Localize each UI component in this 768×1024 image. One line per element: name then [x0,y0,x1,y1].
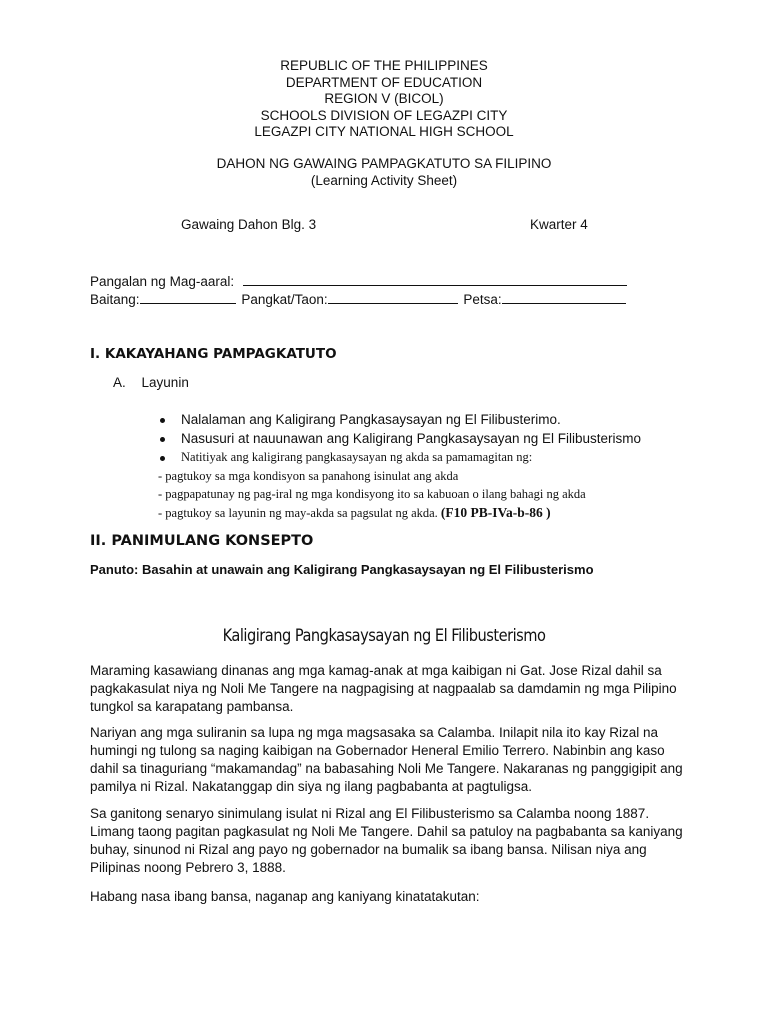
header-line-republic: REPUBLIC OF THE PHILIPPINES [280,58,488,73]
grade-row [90,291,626,307]
student-name-label: Pangalan ng Mag-aaral: [90,274,235,289]
objective-text: Nasusuri at nauunawan ang Kaligirang Pangkasaysayan ng El Filibusterismo [181,431,642,446]
header-line-department: DEPARTMENT OF EDUCATION [285,74,483,90]
subsection-a [113,375,189,390]
sheet-title-block [0,155,768,189]
date-blank[interactable] [502,291,626,304]
sheet-number: Gawaing Dahon Blg. 3 [181,217,317,232]
section-blank[interactable] [328,291,458,304]
article-title: Kaligirang Pangkasaysayan ng El Filibusterismo [222,626,546,646]
subsection-a-label: Layunin [141,375,189,390]
section-2-heading: II. PANIMULANG KONSEPTO [90,533,314,549]
article-paragraph: Sa ganitong senaryo sinimulang isulat ni Rizal ang El Filibusterismo sa Calamba noong 1887. Limang taong pagitan pagkasulat ng Noli Me Tangere. Dahil sa patuloy na pagbabanta sa kaniyang buhay, sinunod ni Rizal ang payo ng gobernador na bumalik sa ibang bansa. Nilisan niya ang Pilipinas noong Pebrero 3, 1888. [90,806,683,875]
sheet-title: DAHON NG GAWAING PAMPAGKATUTO SA FILIPINO [216,156,552,171]
article-paragraph: Maraming kasawiang dinanas ang mga kamag-anak at mga kaibigan ni Gat. Jose Rizal dahil sa pagkakasulat niya ng Noli Me Tangere na nagpagising at nagpaalab sa damdamin ng mga Pilipino tungkol sa karapatang pambansa. [90,663,677,714]
student-name-field [90,273,627,289]
article-paragraph: Habang nasa ibang bansa, naganap ang kaniyang kinatatakutan: [90,889,480,904]
header-line-division: SCHOOLS DIVISION OF LEGAZPI CITY [260,107,508,123]
dash-item: - pagtukoy sa mga kondisyon sa panahong isinulat ang akda [158,469,459,483]
dash-item-text: - pagtukoy sa layunin ng may-akda sa pagsulat ng akda. [158,506,438,520]
student-name-blank[interactable] [243,273,627,286]
sheet-quarter: Kwarter 4 [530,217,588,232]
dash-item: - pagpapatunay ng pag-iral ng mga kondisyong ito sa kabuoan o ilang bahagi ng akda [158,487,586,501]
bullet-icon [160,456,165,461]
section-label: Pangkat/Taon: [241,292,328,307]
bullet-icon [160,437,165,442]
school-header [0,58,768,141]
header-line-region: REGION V (BICOL) [324,91,444,106]
dash-item [158,505,551,521]
date-label: Petsa: [463,292,502,307]
subsection-a-letter: A. [113,375,126,390]
bullet-icon [160,418,165,423]
sheet-subtitle: (Learning Activity Sheet) [310,173,458,188]
objective-item [160,431,641,446]
instruction-text: Panuto: Basahin at unawain ang Kaligirang Pangkasaysayan ng El Filibusterismo [90,562,594,577]
grade-label: Baitang: [90,292,140,307]
objective-text: Nalalaman ang Kaligirang Pangkasaysayan ng El Filibusterimo. [181,412,561,427]
article-paragraph: Nariyan ang mga suliranin sa lupa ng mga magsasaka sa Calamba. Inilapit nila ito kay Rizal na humingi ng tulong sa naging kaibigan na Gobernador Heneral Emilio Terrero. Nabinbin ang kaso dahil sa tinaguriang “makamandag” na babasahing Noli Me Tangere. Nakaranas ng panggigipit ang pamilya ni Rizal. Nakatanggap din siya ng ilang pagbabanta at pagtuligsa. [90,725,683,794]
objective-item [160,412,561,427]
section-1-heading: I. KAKAYAHANG PAMPAGKATUTO [90,346,337,362]
grade-blank[interactable] [140,291,236,304]
objective-text: Natitiyak ang kaligirang pangkasaysayan ng akda sa pamamagitan ng: [181,450,533,464]
objective-item [160,450,532,465]
header-line-school: LEGAZPI CITY NATIONAL HIGH SCHOOL [254,124,514,139]
competency-code: (F10 PB-IVa-b-86 ) [440,505,551,520]
